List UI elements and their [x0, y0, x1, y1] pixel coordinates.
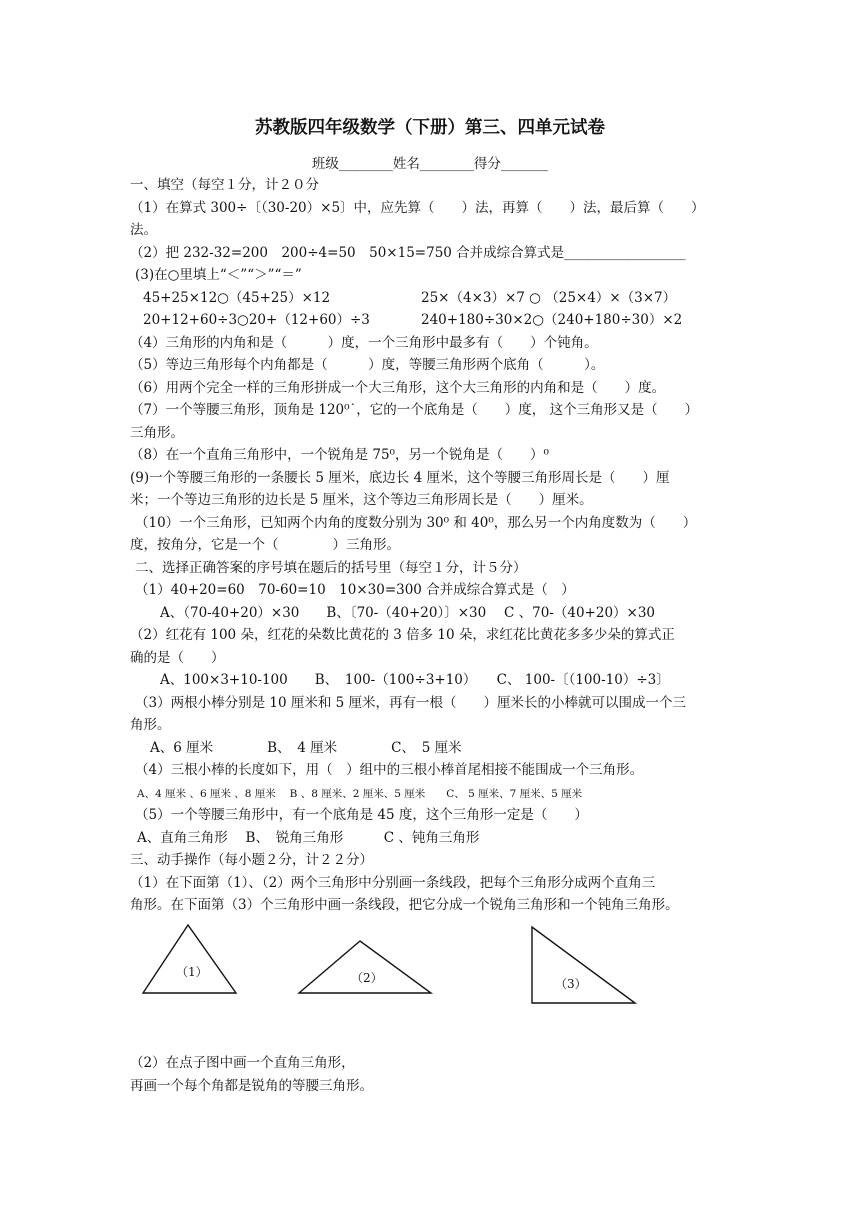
s1-q3-row2-left: 20+12+60÷3○20+（12+60）÷3 [143, 312, 370, 328]
triangle-1 [143, 925, 236, 993]
s1-q3-row2-right: 240+180÷30×2○（240+180÷30）×2 [421, 312, 683, 328]
triangle-3 [532, 927, 635, 1003]
section1-heading: 一、填空（每空１分，计２０分 [130, 177, 319, 193]
s3-q1-line2: 角形。在下面第（3）个三角形中画一条线段，把它分成一个锐角三角形和一个钝角三角形。 [130, 897, 679, 913]
s2-q4-options: A、4 厘米 、6 厘米 、8 厘米 B 、8 厘米、2 厘米、5 厘米 C、 5 厘米、7 厘米、5 厘米 [137, 788, 583, 800]
s2-q3-line2: 角形。 [130, 717, 171, 733]
page-title: 苏教版四年级数学（下册）第三、四单元试卷 [255, 118, 605, 138]
section2-heading: 二、选择正确答案的序号填在题后的括号里（每空１分，计５分） [135, 560, 527, 576]
s1-q5: （5）等边三角形每个内角都是（ ）度，等腰三角形两个底角（ ）。 [130, 357, 605, 373]
s1-q9-line2: 米；一个等边三角形的边长是 5 厘米，这个等边三角形周长是（ ）厘米。 [130, 492, 593, 508]
s1-q6: （6）用两个完全一样的三角形拼成一个大三角形，这个大三角形的内角和是（ ）度。 [130, 380, 666, 396]
s1-q2: （2）把 232-32=200 200÷4=50 50×15=750 合并成综合算式是__________________ [130, 245, 686, 261]
s3-q2-line2: 再画一个每个角都是锐角的等腰三角形。 [130, 1078, 373, 1094]
s1-q7-line1: （7）一个等腰三角形，顶角是 120⁰˙，它的一个底角是（ ）度， 这个三角形又是（ ） [130, 402, 699, 418]
s1-q10-line2: 度，按角分，它是一个（ ）三角形。 [130, 537, 400, 553]
s1-q3: (3)在○里填上“＜”“＞”“＝” [135, 267, 302, 283]
triangle-2 [299, 941, 431, 993]
s2-q4: （4）三根小棒的长度如下，用（ ）组中的三根小棒首尾相接不能围成一个三角形。 [135, 762, 644, 778]
s1-q1-line1: （1）在算式 300÷〔（30-20）×5〕中，应先算（ ）法，再算（ ）法，最后算（ ） [130, 200, 705, 216]
s2-q3-line1: （3）两根小棒分别是 10 厘米和 5 厘米，再有一根（ ）厘米长的小棒就可以围成一个三 [135, 695, 687, 711]
s1-q3-row1-left: 45+25×12○（45+25）×12 [143, 290, 331, 306]
s2-q3-options: A、6 厘米 B、 4 厘米 C、 5 厘米 [150, 740, 462, 756]
s2-q5-options: A、直角三角形 B、 锐角三角形 C 、钝角三角形 [137, 830, 480, 846]
s2-q2-options: A、100×3+10-100 B、 100-（100÷3+10） C、 100-〔（100-10）÷3〕 [160, 672, 670, 688]
s2-q5: （5）一个等腰三角形中，有一个底角是 45 度，这个三角形一定是（ ） [135, 807, 588, 823]
student-info-line: 班级________姓名________得分_______ [311, 156, 549, 172]
s1-q8: （8）在一个直角三角形中，一个锐角是 75⁰，另一个锐角是（ ）⁰ [130, 447, 549, 463]
s2-q1-options: A、（70-40+20）×30 B、〔70-（40+20）〕×30 C 、70-（40+20）×30 [160, 605, 656, 621]
triangle-3-label: （3） [555, 977, 587, 991]
section3-heading: 三、动手操作（每小题２分，计２２分） [130, 852, 373, 868]
s1-q4: （4）三角形的内角和是（ ）度，一个三角形中最多有（ ）个钝角。 [130, 335, 598, 351]
s1-q7-line2: 三角形。 [130, 425, 184, 441]
triangle-2-label: （2） [351, 971, 383, 985]
s1-q10-line1: （10）一个三角形，已知两个内角的度数分别为 30⁰ 和 40⁰，那么另一个内角度数为（ ） [135, 515, 697, 531]
s1-q1-line2: 法。 [130, 222, 157, 238]
s2-q2-line1: （2）红花有 100 朵，红花的朵数比黄花的 3 倍多 10 朵，求红花比黄花多多少朵的算式正 [130, 627, 675, 643]
s2-q2-line2: 确的是（ ） [130, 650, 225, 666]
s3-q1-line1: （1）在下面第（1）、（2）两个三角形中分别画一条线段，把每个三角形分成两个直角三 [130, 875, 656, 891]
s1-q3-row1-right: 25×（4×3）×7 ○ （25×4）×（3×7） [421, 290, 677, 306]
triangle-1-label: （1） [176, 965, 208, 979]
s1-q9-line1: (9)一个等腰三角形的一条腰长 5 厘米，底边长 4 厘米，这个等腰三角形周长是（ ）厘 [130, 470, 670, 486]
s2-q1: （1）40+20=60 70-60=10 10×30=300 合并成综合算式是（ ） [135, 582, 575, 598]
s3-q2-line1: （2）在点子图中画一个直角三角形， [130, 1055, 355, 1071]
